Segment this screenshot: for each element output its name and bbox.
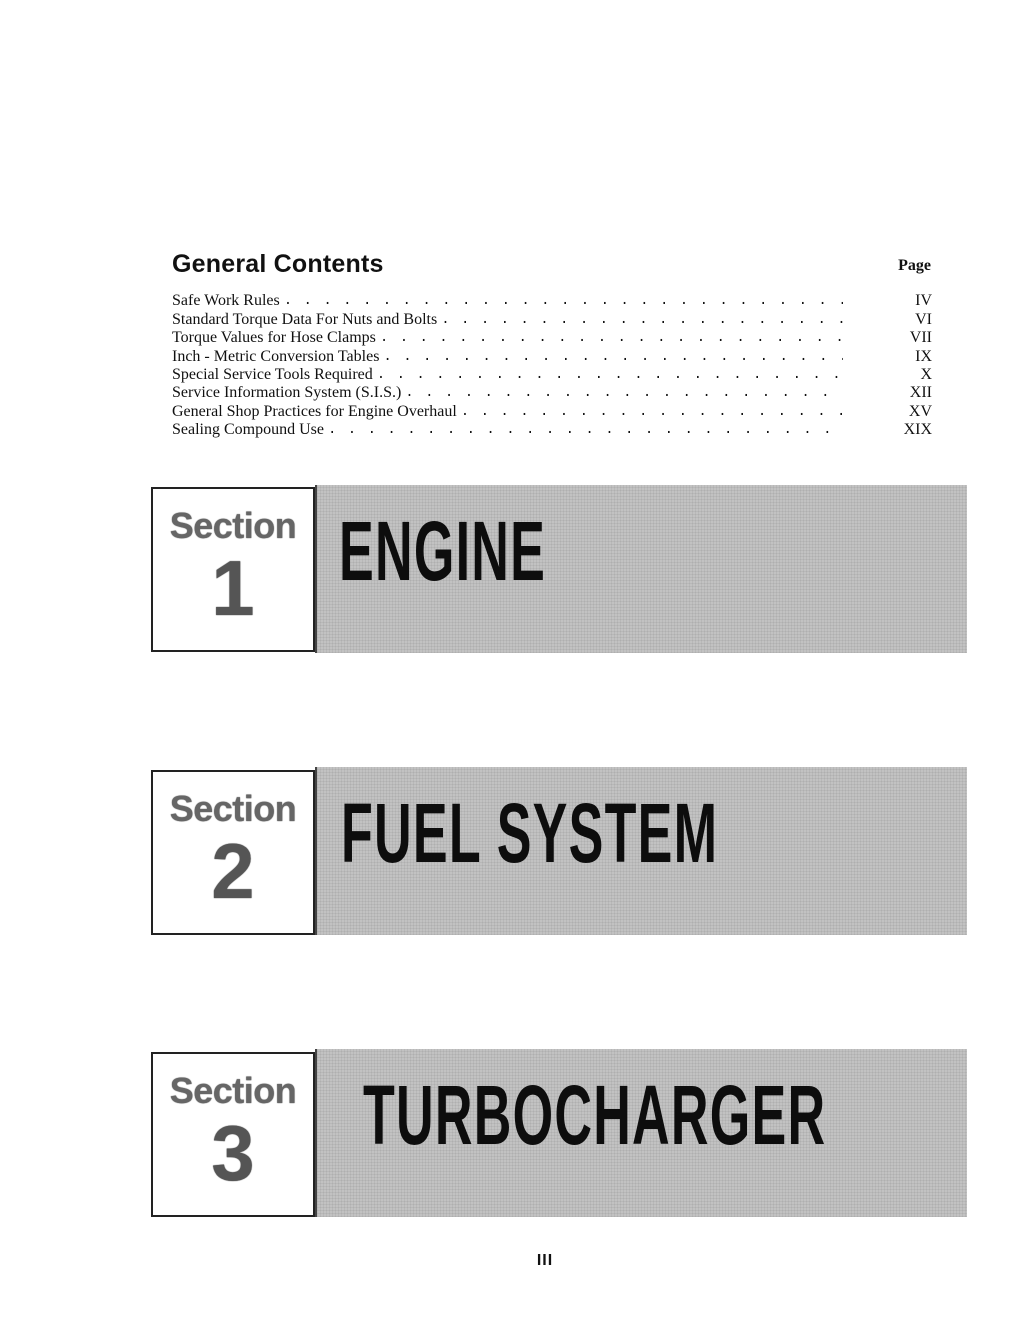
page-column-header: Page [898, 257, 931, 274]
section-2-banner[interactable] [315, 767, 967, 935]
toc-entry-label: Torque Values for Hose Clamps [172, 329, 376, 347]
toc-entry-page: IX [915, 347, 932, 365]
toc-entry[interactable] [172, 347, 932, 365]
toc-entry-page: X [920, 365, 932, 383]
dot-leader [461, 403, 843, 421]
toc-entry-label: Inch - Metric Conversion Tables [172, 347, 380, 365]
dot-leader [441, 311, 843, 329]
dot-leader [377, 366, 843, 384]
toc-entry-page: VI [915, 310, 932, 328]
toc-entry[interactable] [172, 310, 932, 328]
section-3-label-box[interactable] [151, 1052, 315, 1217]
section-title: ENGINE [339, 504, 547, 598]
toc-entry-label: General Shop Practices for Engine Overhaul [172, 402, 457, 420]
toc-entry-page: XIX [903, 421, 932, 439]
toc-entry-page: VII [909, 329, 932, 347]
section-1-label-box[interactable] [151, 487, 315, 652]
section-number: 1 [211, 544, 255, 632]
section-title: TURBOCHARGER [363, 1068, 827, 1162]
section-number: 3 [211, 1109, 255, 1197]
toc-entry-page: XII [909, 384, 932, 402]
dot-leader [380, 329, 843, 347]
dot-leader [328, 421, 843, 439]
page-number: III [536, 1252, 554, 1269]
section-1-banner[interactable] [315, 485, 967, 653]
toc-entry[interactable] [172, 366, 932, 384]
section-2-label-box[interactable] [151, 770, 315, 935]
toc-entry[interactable] [172, 329, 932, 347]
toc-entry-label: Sealing Compound Use [172, 421, 324, 439]
table-of-contents [172, 292, 932, 439]
section-word: Section [169, 1070, 297, 1111]
section-3-banner[interactable] [315, 1049, 967, 1217]
toc-entry-label: Service Information System (S.I.S.) [172, 384, 402, 402]
section-word: Section [169, 505, 297, 546]
dot-leader [383, 348, 843, 366]
contents-title: General Contents [172, 250, 384, 278]
toc-entry-label: Standard Torque Data For Nuts and Bolts [172, 310, 438, 328]
toc-entry-page: IV [915, 292, 932, 310]
toc-entry[interactable] [172, 292, 932, 310]
dot-leader [405, 384, 843, 402]
section-word: Section [169, 788, 297, 829]
dot-leader [284, 292, 843, 310]
toc-entry[interactable] [172, 402, 932, 420]
section-title: FUEL SYSTEM [341, 786, 719, 880]
section-number: 2 [211, 827, 255, 915]
toc-entry-page: XV [908, 402, 932, 420]
toc-entry-label: Safe Work Rules [172, 292, 280, 310]
toc-entry[interactable] [172, 421, 932, 439]
toc-entry[interactable] [172, 384, 932, 402]
toc-entry-label: Special Service Tools Required [172, 365, 373, 383]
